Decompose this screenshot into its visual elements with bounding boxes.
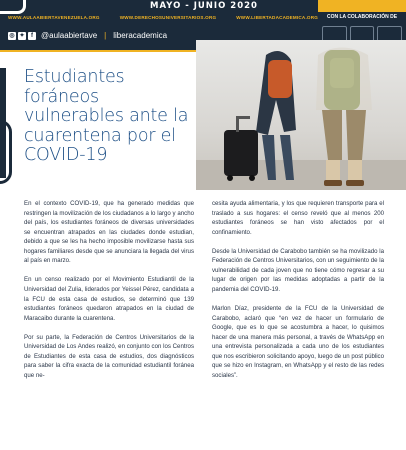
travelers-illustration: [196, 40, 406, 190]
url-derechos[interactable]: WWW.DERECHOSUNIVERSITARIOS.ORG: [119, 15, 217, 20]
url-libertad[interactable]: WWW.LIBERTADACADEMICA.ORG: [236, 15, 318, 20]
instagram-icon[interactable]: ◎: [9, 32, 15, 39]
collab-label: CON LA COLABORACIÓN DE: [326, 14, 398, 20]
separator: |: [104, 31, 107, 40]
social-links: [8, 31, 167, 40]
paragraph: Desde la Universidad de Carabobo también se ha movilizado la Federación de Centros Universitarios, con un seguimiento de la vulnerabilidad de cada joven que no tiene cómo regresar a su lugar de origen por las medidas adoptadas a partir de la pandemia del COVID-19.: [212, 247, 384, 293]
decorative-ring: [0, 120, 12, 184]
article-title: Estudiantes foráneos vulnerables ante la cuarentena por el COVID-19: [24, 67, 189, 165]
facebook-icon[interactable]: f: [28, 32, 36, 40]
social-handle-2[interactable]: liberacademica: [113, 31, 168, 40]
paragraph: En el contexto COVID-19, que ha generado medidas que restringen la movilización de los ciudadanos a lo largo y ancho del país, los estudiantes foráneos de diversas universidades se encuentran atrapados en las ciudades donde estudian, debido a que se les ha hecho imposible movilizarse hasta sus hogares familiares desde que se anunciara la llegada del virus al país en marzo.: [24, 200, 194, 265]
paragraph: cesita ayuda alimentaria, y los que requieren transporte para el traslado a sus hogares: el censo reveló que al menos 200 estudiantes foráneos se han visto afectados por el confinamiento.: [212, 200, 384, 236]
issue-number: [4, 0, 29, 11]
url-aulaabierta[interactable]: WWW.AULAABIERTAVENEZUELA.ORG: [8, 15, 100, 20]
left-column: [24, 199, 194, 390]
twitter-icon[interactable]: ✦: [19, 32, 25, 39]
paragraph: Por su parte, la Federación de Centros Universitarios de la Universidad de Los Andes realizó, en conjunto con los Centros de Estudiantes de esta casa de estudios, dos diagnósticos para saber la cifra exacta de la comunidad estudiantil foránea que ne-: [24, 333, 194, 379]
article-photo: [196, 40, 406, 190]
paragraph: En un censo realizado por el Movimiento Estudiantil de la Universidad del Zulia, liderados por Yeissel Pérez, candidata a la FCU de esta casa de estudios, se determinó que 139 estudiantes foráneos quedaron atrapados en la ciudad de Maracaibo durante la cuarentena.: [24, 276, 194, 322]
paragraph: Marlon Díaz, presidente de la FCU de la Universidad de Carabobo, aclaró que “en vez de hacer un formulario de Google, que es lo que se acostumbra a hacer, lo quisimos hacer de una manera más personal, a través de WhatsApp en una entrevista personalizada a cada uno de los estudiantes que nos escribieron solicitando apoyo, luego de un post público que se hizo en Instagram, en WhatsApp y el resto de las redes sociales”.: [212, 305, 384, 379]
collab-strip: [318, 0, 406, 12]
website-links: [8, 15, 318, 20]
issue-date: MAYO - JUNIO 2020: [150, 1, 258, 11]
social-handle[interactable]: @aulaabiertave: [41, 31, 98, 40]
right-column: [212, 199, 384, 390]
